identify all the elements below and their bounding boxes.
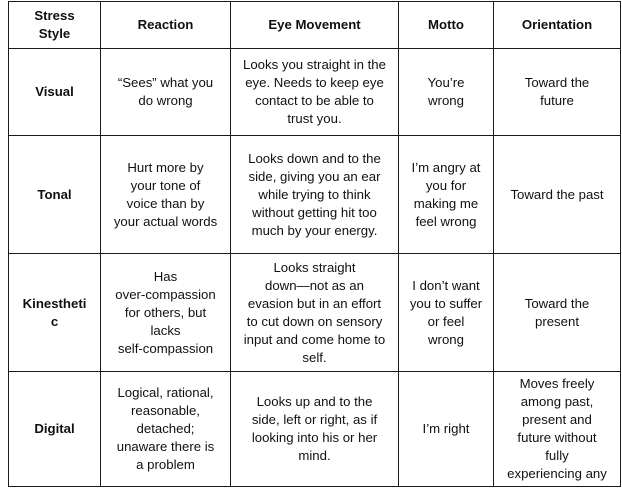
reaction-text: Logical, rational, reasonable, detached; unaware there is a problem [116,385,215,472]
reaction-cell [101,372,231,487]
table-row-tonal [9,136,621,254]
header-motto [399,2,494,49]
table-row-digital [9,372,621,487]
row-label-cell [9,254,101,372]
reaction-cell [101,136,231,254]
table-row-kinesthetic [9,254,621,372]
row-label-cell [9,372,101,487]
reaction-cell [101,49,231,136]
motto-text: I’m angry at you for making me feel wrong [411,159,481,229]
orientation-text: Toward the past [510,186,604,202]
orientation-cell [494,254,621,372]
header-motto-label: Motto [428,17,464,32]
eye-movement-text: Looks down and to the side, giving you an ear while trying to think without getting hit too much by your energy. [248,150,381,238]
motto-cell [399,372,494,487]
motto-cell [399,136,494,254]
reaction-text: “Sees” what you do wrong [117,75,214,108]
table-row-visual [9,49,621,136]
row-label: Tonal [37,186,72,202]
orientation-cell [494,136,621,254]
row-label-cell [9,136,101,254]
motto-cell [399,254,494,372]
orientation-text: Toward the future [524,75,590,108]
orientation-text: Toward the present [524,295,590,329]
orientation-cell [494,49,621,136]
eye-movement-cell [231,372,399,487]
orientation-cell [494,372,621,487]
eye-movement-cell [231,254,399,372]
row-label: Digital [34,421,75,436]
motto-cell [399,49,494,136]
motto-text: You’re wrong [427,75,465,108]
header-reaction [101,2,231,49]
eye-movement-text: Looks straight down—not as an evasion but in an effort to cut down on sensory input and come home to self. [243,259,386,365]
reaction-text: Has over-compassion for others, but lacks self-compassion [115,268,216,356]
stress-styles-table [8,1,621,487]
row-label-cell [9,49,101,136]
header-orientation-label: Orientation [521,17,593,32]
header-row [9,2,621,49]
orientation-text: Moves freely among past, present and future without fully experiencing any [507,376,607,481]
eye-movement-cell [231,49,399,136]
motto-text: I don’t want you to suffer or feel wrong [409,277,483,347]
header-eye-movement-label: Eye Movement [268,17,361,32]
motto-text: I’m right [422,421,470,436]
header-eye-movement [231,2,399,49]
reaction-cell [101,254,231,372]
header-orientation [494,2,621,49]
header-stress-style-label: Stress Style [34,8,75,41]
eye-movement-text: Looks you straight in the eye. Needs to keep eye contact to be able to trust you. [243,57,386,126]
reaction-text: Hurt more by your tone of voice than by your actual words [113,159,218,229]
row-label: Kinestheti c [22,295,87,329]
row-label: Visual [35,84,74,99]
header-reaction-label: Reaction [137,17,194,32]
eye-movement-cell [231,136,399,254]
header-stress-style [9,2,101,49]
eye-movement-text: Looks up and to the side, left or right, as if looking into his or her mind. [251,394,378,463]
